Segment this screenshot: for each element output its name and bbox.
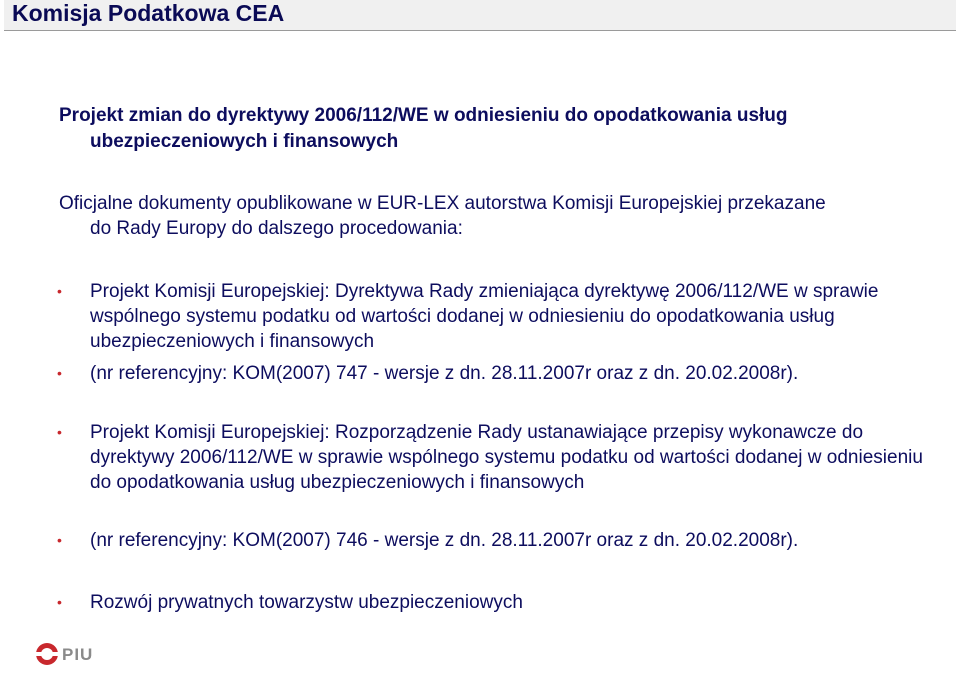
piu-logo — [34, 639, 94, 669]
bullet-icon: • — [57, 365, 62, 381]
bullet-icon: • — [57, 283, 62, 299]
bullet-text: (nr referencyjny: KOM(2007) 746 - wersje z dn. 28.11.2007r oraz z dn. 20.02.2008r). — [90, 530, 799, 551]
title-divider — [4, 30, 956, 31]
bullet-item — [57, 420, 937, 495]
bullet-icon: • — [57, 532, 62, 548]
bullet-item — [57, 279, 937, 354]
bullet-text: (nr referencyjny: KOM(2007) 747 - wersje z dn. 28.11.2007r oraz z dn. 20.02.2008r). — [90, 363, 799, 384]
bullet-item — [57, 528, 937, 553]
bullet-text: Projekt Komisji Europejskiej: Dyrektywa Rady zmieniająca dyrektywę 2006/112/WE w sprawie wspólnego systemu podatku od wartości dodanej w odniesieniu do opodatkowania usług ubezpieczeniowych i finansowych — [90, 281, 879, 352]
section-heading — [59, 103, 919, 155]
bullet-icon: • — [57, 424, 62, 440]
bullet-item — [57, 361, 937, 386]
slide-title: Komisja Podatkowa CEA — [4, 0, 956, 30]
logo-text: PIU — [62, 645, 94, 664]
intro-paragraph — [59, 191, 939, 241]
bullet-icon: • — [57, 594, 62, 610]
bullet-text: Projekt Komisji Europejskiej: Rozporządzenie Rady ustanawiające przepisy wykonawcze do dyrektywy 2006/112/WE w sprawie wspólnego systemu podatku od wartości dodanej w odniesieniu do opodatkowania usług ubezpieczeniowych i finansowych — [90, 422, 923, 493]
piu-logo-icon — [34, 641, 60, 667]
bullet-text: Rozwój prywatnych towarzystw ubezpieczeniowych — [90, 592, 523, 613]
bullet-item — [57, 590, 937, 615]
intro-line-2: do Rady Europy do dalszego procedowania: — [90, 218, 463, 239]
heading-line-1: Projekt zmian do dyrektywy 2006/112/WE w odniesieniu do opodatkowania usług — [59, 105, 788, 126]
heading-line-2: ubezpieczeniowych i finansowych — [90, 131, 399, 152]
intro-line-1: Oficjalne dokumenty opublikowane w EUR-LEX autorstwa Komisji Europejskiej przekazane — [59, 193, 826, 214]
